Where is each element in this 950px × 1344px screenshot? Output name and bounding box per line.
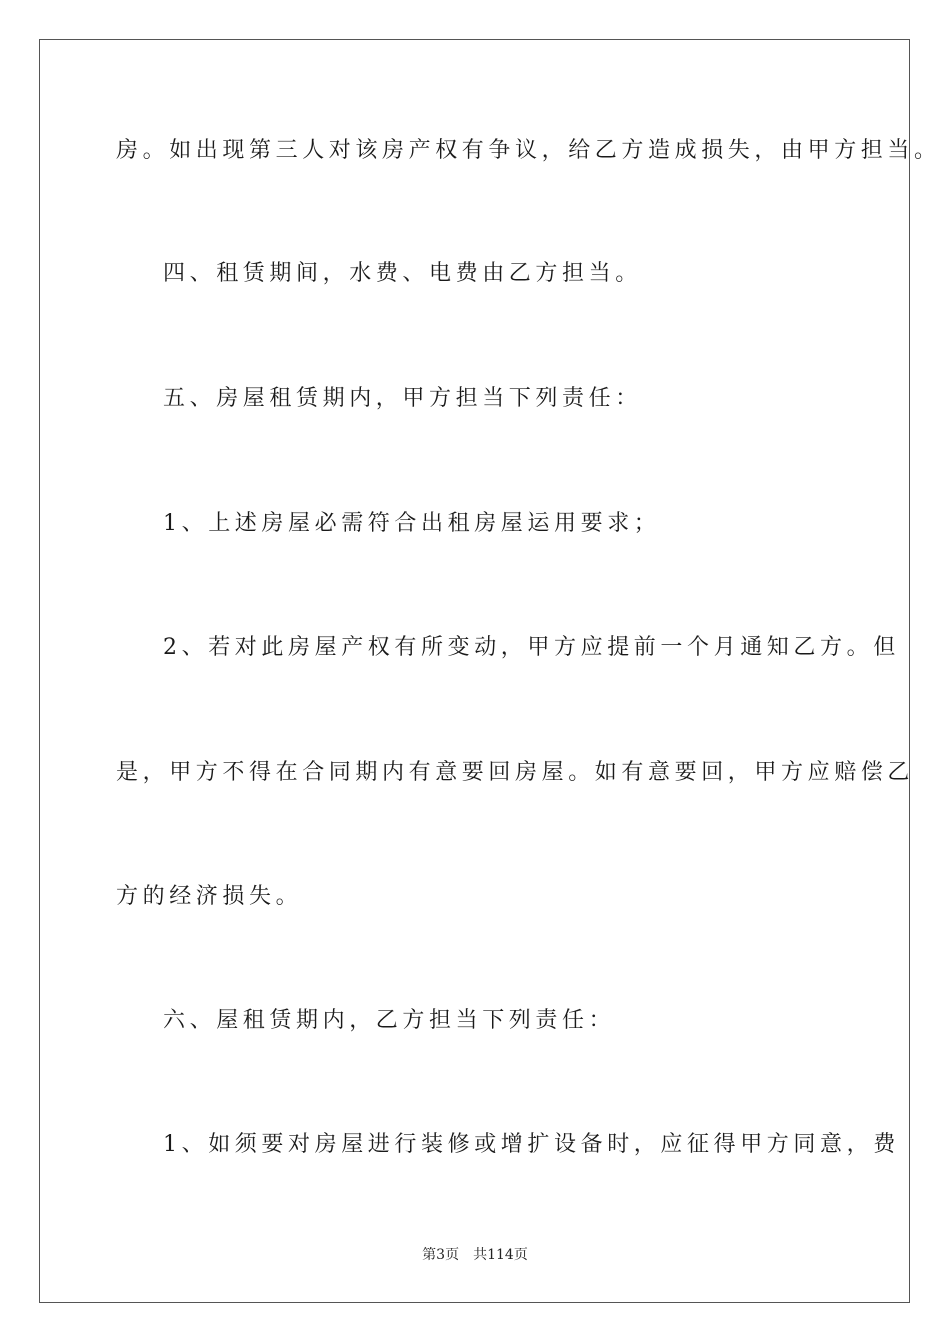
paragraph-line: 房。如出现第三人对该房产权有争议，给乙方造成损失，由甲方担当。: [116, 138, 941, 163]
page-number: 第3页: [422, 1247, 460, 1263]
page-footer: [0, 1246, 950, 1264]
paragraph-line: 1、上述房屋必需符合出租房屋运用要求；: [163, 511, 661, 536]
paragraph-line: 是，甲方不得在合同期内有意要回房屋。如有意要回，甲方应赔偿乙: [116, 760, 915, 785]
paragraph-line: 四、租赁期间，水费、电费由乙方担当。: [163, 261, 642, 286]
paragraph-line: 五、房屋租赁期内，甲方担当下列责任：: [163, 386, 642, 411]
page-border: [39, 39, 910, 1303]
paragraph-line: 六、屋租赁期内，乙方担当下列责任：: [163, 1008, 616, 1033]
paragraph-line: 2、若对此房屋产权有所变动，甲方应提前一个月通知乙方。但: [163, 635, 900, 660]
paragraph-line: 方的经济损失。: [116, 884, 303, 909]
total-pages: 共114页: [473, 1247, 528, 1263]
paragraph-line: 1、如须要对房屋进行装修或增扩设备时，应征得甲方同意，费: [163, 1132, 900, 1157]
